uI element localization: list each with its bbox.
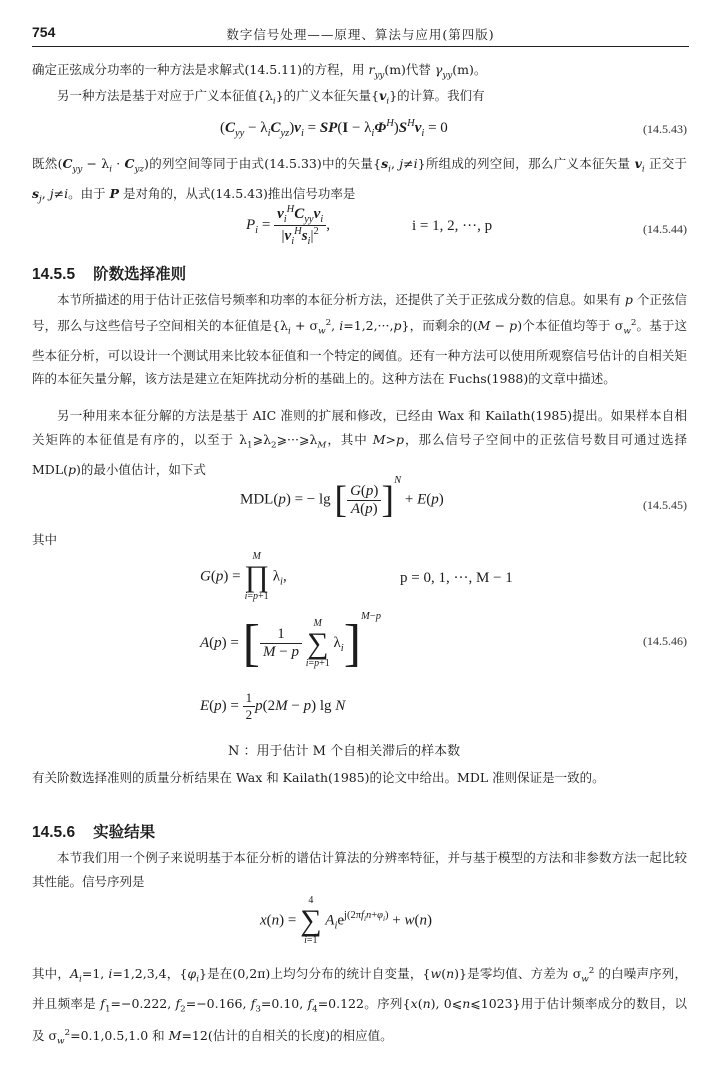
page-number: 754: [32, 24, 56, 40]
section-title: 阶数选择准则: [93, 266, 187, 283]
sum-operator: 4 ∑ i=1: [300, 895, 322, 946]
equation-14-5-44: [32, 204, 687, 254]
section-number: 14.5.6: [32, 824, 76, 841]
paragraph-aic-mdl: 另一种用来本征分解的方法是基于 AIC 准则的扩展和修改，已经由 Wax 和 Kailath(1985)提出。如果样本自相关矩阵的本征值是有序的，以至于 $\lambda_1⩾\lambda_2⩾\cdot\cdot\cdot⩾\lambda_M$，其中 M>p，那么信号子空间中的正弦信号数目可通过选择 MDL(p)的最小值估计，如下式: [32, 408, 687, 477]
fraction: $\frac{1}{M - p}$: [260, 626, 302, 661]
section-heading-order-selection: [32, 262, 186, 284]
product-operator: M ∏ i=p+1: [244, 551, 270, 602]
paragraph-mdl-consistency: 有关阶数选择准则的质量分析结果在 Wax 和 Kailath(1985)的论文中给出。MDL 准则保证是一致的。: [32, 770, 605, 785]
page-header: [32, 22, 689, 47]
paragraph-signal-parameters: 其中，$A_i=1$, i=1,2,3,4，$\{\varphi_i\}$是在(0,2π)上均匀分布的统计自变量，{w(n)}是零均值、方差为 $\sigma_w^2$ 的白噪声序列，并且频率是 $f_1=-0.222$, $f_2=-0.166$, $f_3=0.10$, $f_4=0.122$。序列{x(n), 0⩽n⩽1023}用于估计频率成分的数目，以及 $\sigma_w^2=0.1,0.5,1.0$ 和 M=12(估计的自相关的长度)的相应值。: [32, 966, 687, 1047]
paragraph-generalized-eigen: 另一种方法是基于对应于广义本征值$\{\lambda_i\}$的广义本征矢量$\{v_i\}$的计算。我们有: [57, 88, 485, 107]
equation-a: A(p) = [ $\frac{1}{M - p}$ M ∑ i=p+1 $\lambda_i]^{M-p}$: [200, 610, 381, 672]
equation-signal: [32, 896, 687, 952]
section-number: 14.5.5: [32, 266, 76, 283]
section-heading-experimental-results: [32, 820, 155, 842]
section-title: 实验结果: [93, 824, 156, 841]
equation-e: E(p) = $\frac{1}{2}$ p(2M − p) lg N: [200, 690, 346, 722]
equation-number: (14.5.45): [643, 498, 687, 512]
paragraph-eigen-analysis: 本节所描述的用于估计正弦信号频率和功率的本征分析方法，还提供了关于正弦成分数的信息。如果有 p 个正弦信号，那么与这些信号子空间相关的本征值是{$\lambda_i + \sigma_w^2$, i=1,2,···,p}，而剩余的(M − p)个本征值均等于 $\sigma_w^2$。基于这些本征分析，可以设计一个测试用来比较本征值和一个特定的阈值。还有一种方法可以使用所观察信号估计的自相关矩阵的本征矢量分解，该方法是建立在矩阵扰动分析的基础上的。这种方法在 Fuchs(1988)的文章中描述。: [32, 292, 687, 387]
equation-body: $P_i$ = $\frac{v_i^HC_{yy}v_i}{|v_i^Hs_i|^2}$ ,: [246, 204, 330, 247]
sum-operator: M ∑ i=p+1: [305, 617, 330, 669]
paragraph-null-space: 既然$(C_{yy} - \lambda_i \cdot C_{yz})$的列空间等同于由式(14.5.33)中的矢量{$s_i$, j≠i}所组成的列空间，那么广义本征矢量 $v_i$ 正交于 $s_j$, j≠i。由于 P 是对角的，从式(14.5.43)推出信号功率是: [32, 156, 688, 205]
running-title: 数字信号处理——原理、算法与应用(第四版): [226, 27, 495, 42]
paragraph-power-method: 确定正弦成分功率的一种方法是求解式(14.5.11)的方程，用 $r_{yy}(m)$代替 $\gamma_{yy}(m)$。: [32, 62, 487, 81]
equation-14-5-45: [32, 475, 687, 534]
fraction: $\frac{v_i^HC_{yy}v_i}{|v_i^Hs_i|^2}$: [274, 204, 326, 247]
equation-body: MDL(p) = − lg [ $\frac{G(p)}{A(p)}$ ]$^N$ + E(p): [240, 475, 444, 521]
equation-range: p = 0, 1, ···, M − 1: [400, 570, 513, 586]
equation-number: (14.5.44): [643, 222, 687, 236]
paragraph-example-intro: 本节我们用一个例子来说明基于本征分析的谱估计算法的分辨率特征，并与基于模型的方法和非参数方法一起比较其性能。信号序列是: [32, 850, 687, 889]
equation-number: (14.5.43): [643, 122, 687, 136]
paragraph-where: 其中: [32, 532, 58, 547]
equation-14-5-43: [32, 118, 687, 144]
equation-14-5-46: [32, 552, 687, 752]
fraction: $\frac{G(p)}{A(p)}$: [347, 483, 381, 518]
equation-body: x(n) = 4 ∑ i=1 $A_ie^{j(2\pi f_in+\varphi_i)} + w(n)$: [260, 895, 432, 946]
equation-g: G(p) = M ∏ i=p+1 $\lambda_i$,: [200, 551, 287, 602]
equation-range: i = 1, 2, ···, p: [412, 218, 493, 234]
note-n-definition: N ：用于估计 M 个自相关滞后的样本数: [228, 744, 461, 759]
equation-body: $(C_{yy} - \lambda_iC_{yz})v_i = SP(I - \lambda_i\Phi^H)S^Hv_i = 0$: [220, 118, 448, 139]
fraction: $\frac{1}{2}$: [243, 690, 256, 723]
equation-number: (14.5.46): [643, 634, 687, 648]
